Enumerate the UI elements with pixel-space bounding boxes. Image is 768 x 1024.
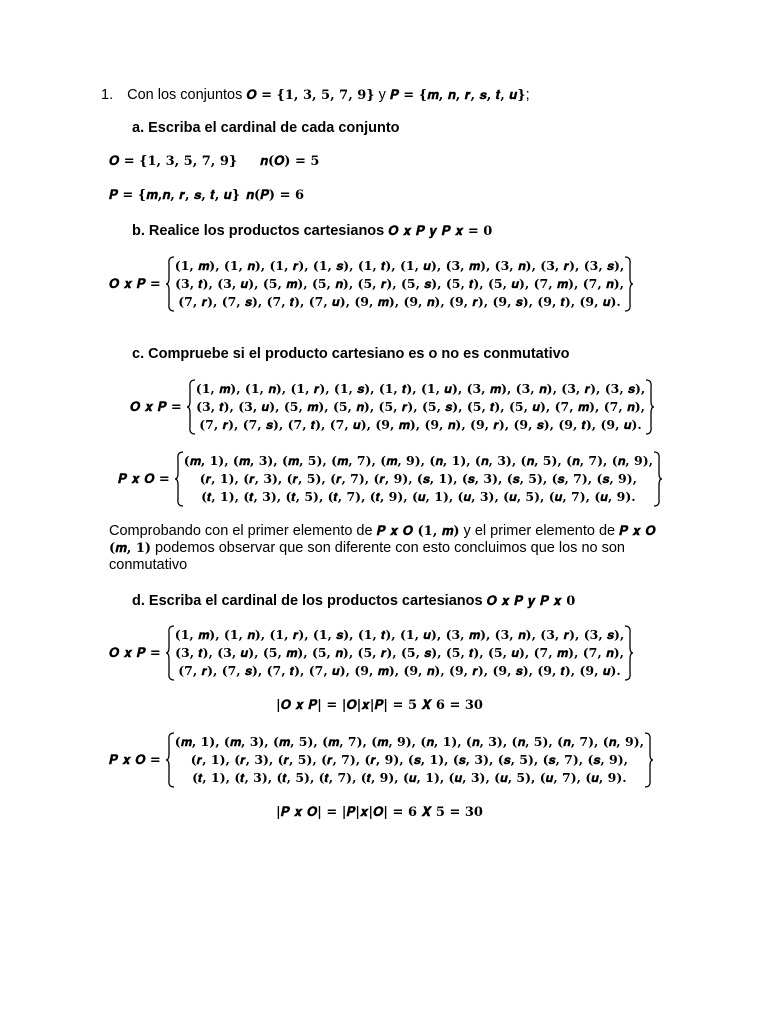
part-a-card-o: 𝒏(𝑶) = 𝟓 — [260, 154, 320, 169]
part-b-oxp-product — [109, 256, 634, 312]
pair-row: (𝒎, 𝟏), (𝒎, 𝟑), (𝒎, 𝟓), (𝒎, 𝟕), (𝒎, 𝟗), (𝒏, 𝟏), (𝒏, 𝟑), (𝒏, 𝟓), (𝒏, 𝟕), (𝒏, 𝟗), — [174, 734, 644, 749]
right-brace-icon — [644, 732, 654, 788]
part-b-heading — [132, 222, 492, 240]
part-b-label: b. Realice los productos cartesianos — [132, 223, 389, 239]
part-d-label: d. Escriba el cardinal de los productos cartesianos — [132, 593, 487, 609]
conclusion-text-1: Comprobando con el primer elemento de — [109, 523, 377, 539]
right-brace-icon — [653, 451, 663, 507]
pxo-lhs: 𝑷 𝒙 𝑶 = — [109, 752, 161, 768]
pxo-lhs: 𝑷 𝒙 𝑶 = — [118, 471, 170, 487]
pair-row: (𝟏, 𝒎), (𝟏, 𝒏), (𝟏, 𝒓), (𝟏, 𝒔), (𝟏, 𝒕), (𝟏, 𝒖), (𝟑, 𝒎), (𝟑, 𝒏), (𝟑, 𝒓), (𝟑, 𝒔), — [195, 381, 646, 396]
item-1-line — [101, 87, 530, 103]
oxp-pairs — [175, 626, 624, 680]
oxp-lhs: 𝑶 𝒙 𝑷 = — [109, 276, 161, 292]
item-text-a: Con los conjuntos — [127, 87, 247, 103]
left-brace-icon — [165, 256, 175, 312]
part-a-set-o: 𝑶 = {𝟏, 𝟑, 𝟓, 𝟕, 𝟗} — [109, 154, 238, 169]
set-p-definition: 𝑷 = {𝒎, 𝒏, 𝒓, 𝒔, 𝒕, 𝒖} — [389, 88, 526, 103]
conclusion-math-2: 𝑷 𝒙 𝑶 (𝒎, 𝟏) — [109, 524, 656, 556]
left-brace-icon — [174, 451, 184, 507]
left-brace-icon — [165, 732, 175, 788]
conclusion-paragraph — [109, 523, 669, 574]
part-d-oxp-product — [109, 625, 634, 681]
oxp-pairs — [196, 380, 645, 434]
oxp-pairs — [175, 257, 624, 311]
part-d-heading — [132, 592, 575, 610]
left-brace-icon — [186, 379, 196, 435]
part-a-set-p: 𝑷 = {𝒎,𝒏, 𝒓, 𝒔, 𝒕, 𝒖} — [109, 188, 241, 203]
pair-row: (𝒎, 𝟏), (𝒎, 𝟑), (𝒎, 𝟓), (𝒎, 𝟕), (𝒎, 𝟗), (𝒏, 𝟏), (𝒏, 𝟑), (𝒏, 𝟓), (𝒏, 𝟕), (𝒏, 𝟗), — [183, 453, 653, 468]
right-brace-icon — [624, 625, 634, 681]
part-a-card-p: 𝒏(𝑷) = 𝟔 — [246, 188, 305, 203]
pair-row: (𝟕, 𝒓), (𝟕, 𝒔), (𝟕, 𝒕), (𝟕, 𝒖), (𝟗, 𝒎), (𝟗, 𝒏), (𝟗, 𝒓), (𝟗, 𝒔), (𝟗, 𝒕), (𝟗, 𝒖). — [199, 417, 642, 432]
pair-row: (𝒓, 𝟏), (𝒓, 𝟑), (𝒓, 𝟓), (𝒓, 𝟕), (𝒓, 𝟗), (𝒔, 𝟏), (𝒔, 𝟑), (𝒔, 𝟓), (𝒔, 𝟕), (𝒔, 𝟗), — [199, 471, 637, 486]
pair-row: (𝒓, 𝟏), (𝒓, 𝟑), (𝒓, 𝟓), (𝒓, 𝟕), (𝒓, 𝟗), (𝒔, 𝟏), (𝒔, 𝟑), (𝒔, 𝟓), (𝒔, 𝟕), (𝒔, 𝟗), — [190, 752, 628, 767]
conclusion-text-3: podemos observar que son diferente con esto concluimos que los no son conmutativo — [109, 540, 625, 573]
pxo-cardinality: |𝑷 𝒙 𝑶| = |𝑷|𝒙|𝑶| = 𝟔 𝑿 𝟓 = 𝟑𝟎 — [276, 805, 483, 820]
part-b-label-math: 𝑶 𝒙 𝑷 𝒚 𝑷 𝒙 = 𝟎 — [388, 224, 493, 239]
pair-row: (𝟑, 𝒕), (𝟑, 𝒖), (𝟓, 𝒎), (𝟓, 𝒏), (𝟓, 𝒓), (𝟓, 𝒔), (𝟓, 𝒕), (𝟓, 𝒖), (𝟕, 𝒎), (𝟕, 𝒏), — [175, 645, 624, 660]
pair-row: (𝟕, 𝒓), (𝟕, 𝒔), (𝟕, 𝒕), (𝟕, 𝒖), (𝟗, 𝒎), (𝟗, 𝒏), (𝟗, 𝒓), (𝟗, 𝒔), (𝟗, 𝒕), (𝟗, 𝒖). — [178, 663, 621, 678]
pair-row: (𝟏, 𝒎), (𝟏, 𝒏), (𝟏, 𝒓), (𝟏, 𝒔), (𝟏, 𝒕), (𝟏, 𝒖), (𝟑, 𝒎), (𝟑, 𝒏), (𝟑, 𝒓), (𝟑, 𝒔), — [174, 627, 625, 642]
pxo-pairs — [184, 452, 653, 506]
part-d-pxo-product — [109, 732, 654, 788]
right-brace-icon — [645, 379, 655, 435]
pair-row: (𝟏, 𝒎), (𝟏, 𝒏), (𝟏, 𝒓), (𝟏, 𝒔), (𝟏, 𝒕), (𝟏, 𝒖), (𝟑, 𝒎), (𝟑, 𝒏), (𝟑, 𝒓), (𝟑, 𝒔), — [174, 258, 625, 273]
conclusion-text-2: y el primer elemento de — [459, 523, 620, 539]
part-a-heading: a. Escriba el cardinal de cada conjunto — [132, 120, 400, 136]
item-text-b: y — [374, 87, 390, 103]
item-number: 1. — [101, 87, 114, 103]
oxp-cardinality: |𝑶 𝒙 𝑷| = |𝑶|𝒙|𝑷| = 𝟓 𝑿 𝟔 = 𝟑𝟎 — [276, 698, 483, 713]
pair-row: (𝟕, 𝒓), (𝟕, 𝒔), (𝟕, 𝒕), (𝟕, 𝒖), (𝟗, 𝒎), (𝟗, 𝒏), (𝟗, 𝒓), (𝟗, 𝒔), (𝟗, 𝒕), (𝟗, 𝒖). — [178, 294, 621, 309]
pair-row: (𝒕, 𝟏), (𝒕, 𝟑), (𝒕, 𝟓), (𝒕, 𝟕), (𝒕, 𝟗), (𝒖, 𝟏), (𝒖, 𝟑), (𝒖, 𝟓), (𝒖, 𝟕), (𝒖, 𝟗). — [201, 489, 636, 504]
part-c-heading: c. Compruebe si el producto cartesiano es o no es conmutativo — [132, 346, 570, 362]
oxp-lhs: 𝑶 𝒙 𝑷 = — [109, 645, 161, 661]
pair-row: (𝟑, 𝒕), (𝟑, 𝒖), (𝟓, 𝒎), (𝟓, 𝒏), (𝟓, 𝒓), (𝟓, 𝒔), (𝟓, 𝒕), (𝟓, 𝒖), (𝟕, 𝒎), (𝟕, 𝒏), — [175, 276, 624, 291]
pair-row: (𝟑, 𝒕), (𝟑, 𝒖), (𝟓, 𝒎), (𝟓, 𝒏), (𝟓, 𝒓), (𝟓, 𝒔), (𝟓, 𝒕), (𝟓, 𝒖), (𝟕, 𝒎), (𝟕, 𝒏), — [196, 399, 645, 414]
item-text-c: ; — [525, 87, 530, 103]
set-o-definition: 𝑶 = {𝟏, 𝟑, 𝟓, 𝟕, 𝟗} — [246, 88, 375, 103]
pxo-pairs — [175, 733, 644, 787]
pair-row: (𝒕, 𝟏), (𝒕, 𝟑), (𝒕, 𝟓), (𝒕, 𝟕), (𝒕, 𝟗), (𝒖, 𝟏), (𝒖, 𝟑), (𝒖, 𝟓), (𝒖, 𝟕), (𝒖, 𝟗). — [192, 770, 627, 785]
part-c-oxp-product — [130, 379, 655, 435]
conclusion-math-1: 𝑷 𝒙 𝑶 (𝟏, 𝒎) — [376, 524, 460, 539]
left-brace-icon — [165, 625, 175, 681]
oxp-lhs: 𝑶 𝒙 𝑷 = — [130, 399, 182, 415]
part-c-pxo-product — [118, 451, 663, 507]
part-d-label-math: 𝑶 𝒙 𝑷 𝒚 𝑷 𝒙 𝟎 — [486, 594, 576, 609]
right-brace-icon — [624, 256, 634, 312]
